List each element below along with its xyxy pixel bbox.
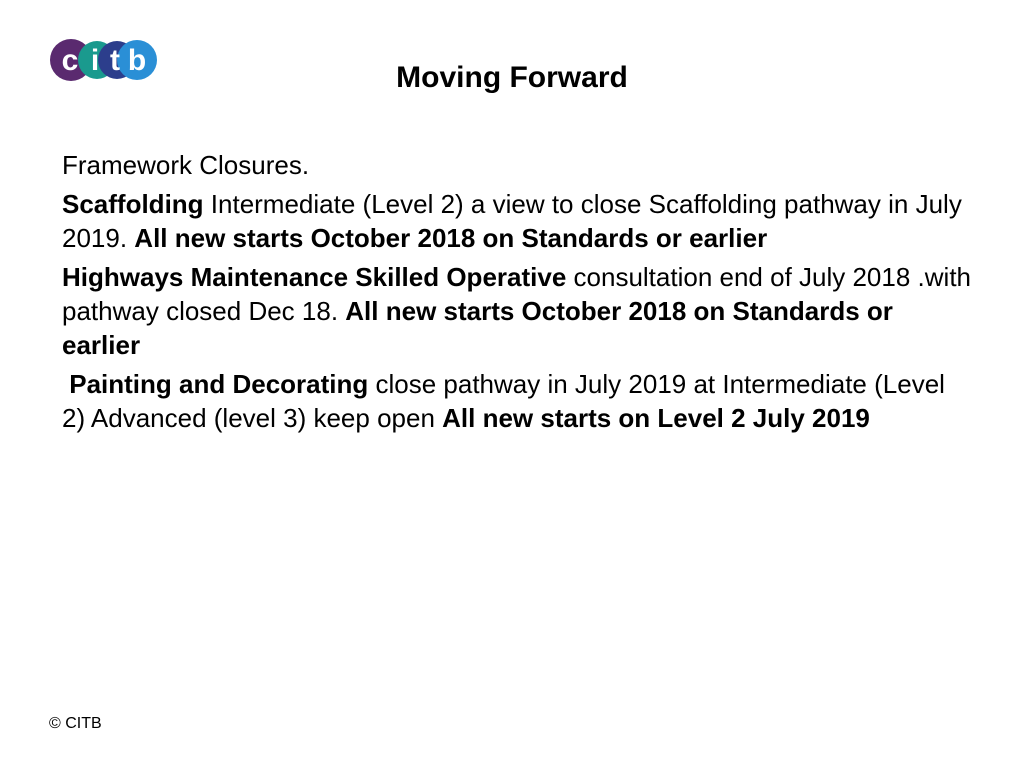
slide-title: Moving Forward bbox=[396, 61, 628, 94]
item-heading: Painting and Decorating bbox=[69, 369, 369, 399]
item-emphasis: All new starts October 2018 on Standards or earlier bbox=[134, 223, 768, 253]
item-painting bbox=[62, 367, 972, 435]
svg-text:t: t bbox=[110, 44, 120, 77]
svg-text:i: i bbox=[90, 44, 100, 77]
item-highways bbox=[62, 260, 972, 362]
intro-text: Framework Closures. bbox=[62, 150, 310, 180]
item-text: close pathway in July 2019 at Intermediate (Level 2) Advanced (level 3) keep open bbox=[62, 369, 945, 433]
item-text: consultation end of July 2018 .with pathway closed Dec 18. bbox=[62, 262, 971, 326]
copyright-footer: © CITB bbox=[49, 715, 102, 732]
item-emphasis: All new starts on Level 2 July 2019 bbox=[442, 403, 870, 433]
slide-body bbox=[62, 148, 972, 440]
item-text: Intermediate (Level 2) a view to close Scaffolding pathway in July 2019. bbox=[62, 189, 962, 253]
item-emphasis: All new starts October 2018 on Standards or earlier bbox=[62, 296, 893, 360]
item-heading: Highways Maintenance Skilled Operative bbox=[62, 262, 567, 292]
item-scaffolding bbox=[62, 187, 972, 255]
item-heading: Scaffolding bbox=[62, 189, 204, 219]
svg-text:c: c bbox=[61, 44, 79, 77]
svg-text:b: b bbox=[127, 44, 147, 77]
